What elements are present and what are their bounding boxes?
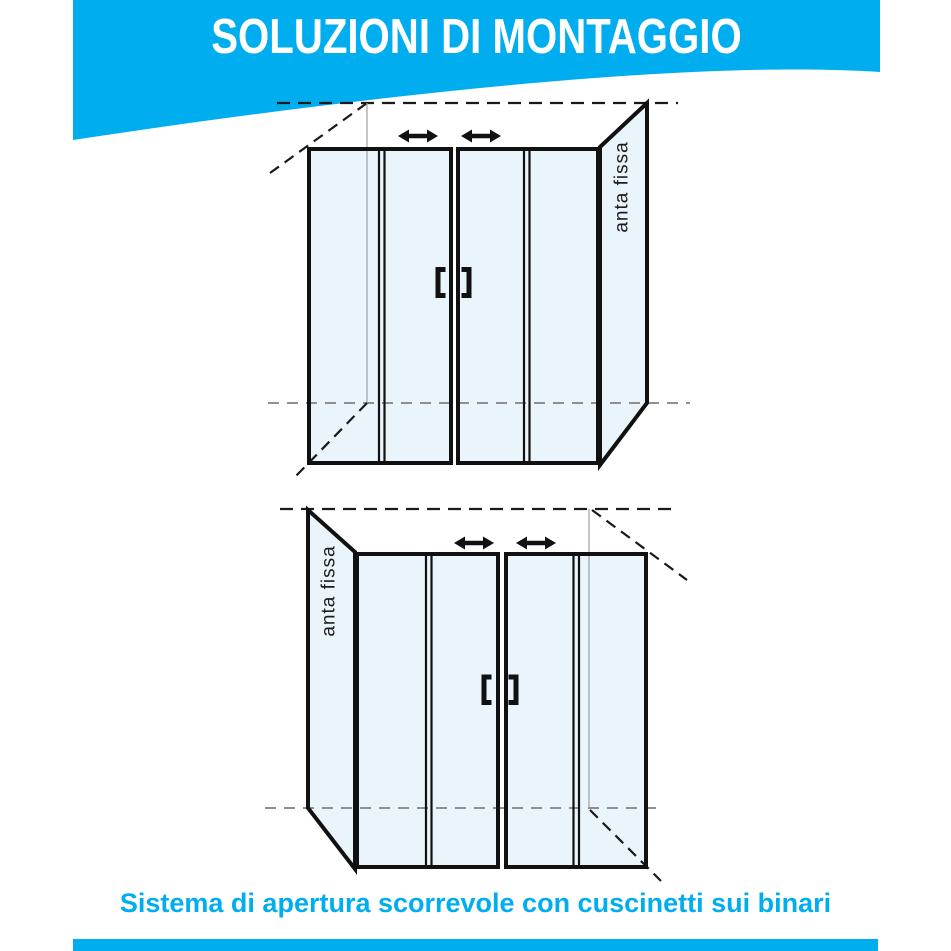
- glass-panel: [456, 147, 600, 465]
- caption: Sistema di apertura scorrevole con cuscinetti sui binari: [119, 888, 832, 918]
- left-right-arrow-icon: [454, 537, 494, 550]
- left-right-arrow-icon: [461, 130, 501, 143]
- left-right-arrow-icon: [516, 537, 556, 550]
- diagram-top: [268, 103, 690, 478]
- diagram-bottom: [265, 509, 687, 881]
- left-right-arrow-icon: [398, 130, 438, 143]
- page-title: SOLUZIONI DI MONTAGGIO: [211, 10, 742, 64]
- glass-panel: [355, 552, 500, 869]
- footer-bar: [73, 939, 878, 951]
- glass-panel: [504, 552, 648, 869]
- fixed-panel-label: anta fissa: [611, 141, 633, 233]
- header-banner: [73, 0, 880, 140]
- fixed-panel-label: anta fissa: [318, 545, 340, 637]
